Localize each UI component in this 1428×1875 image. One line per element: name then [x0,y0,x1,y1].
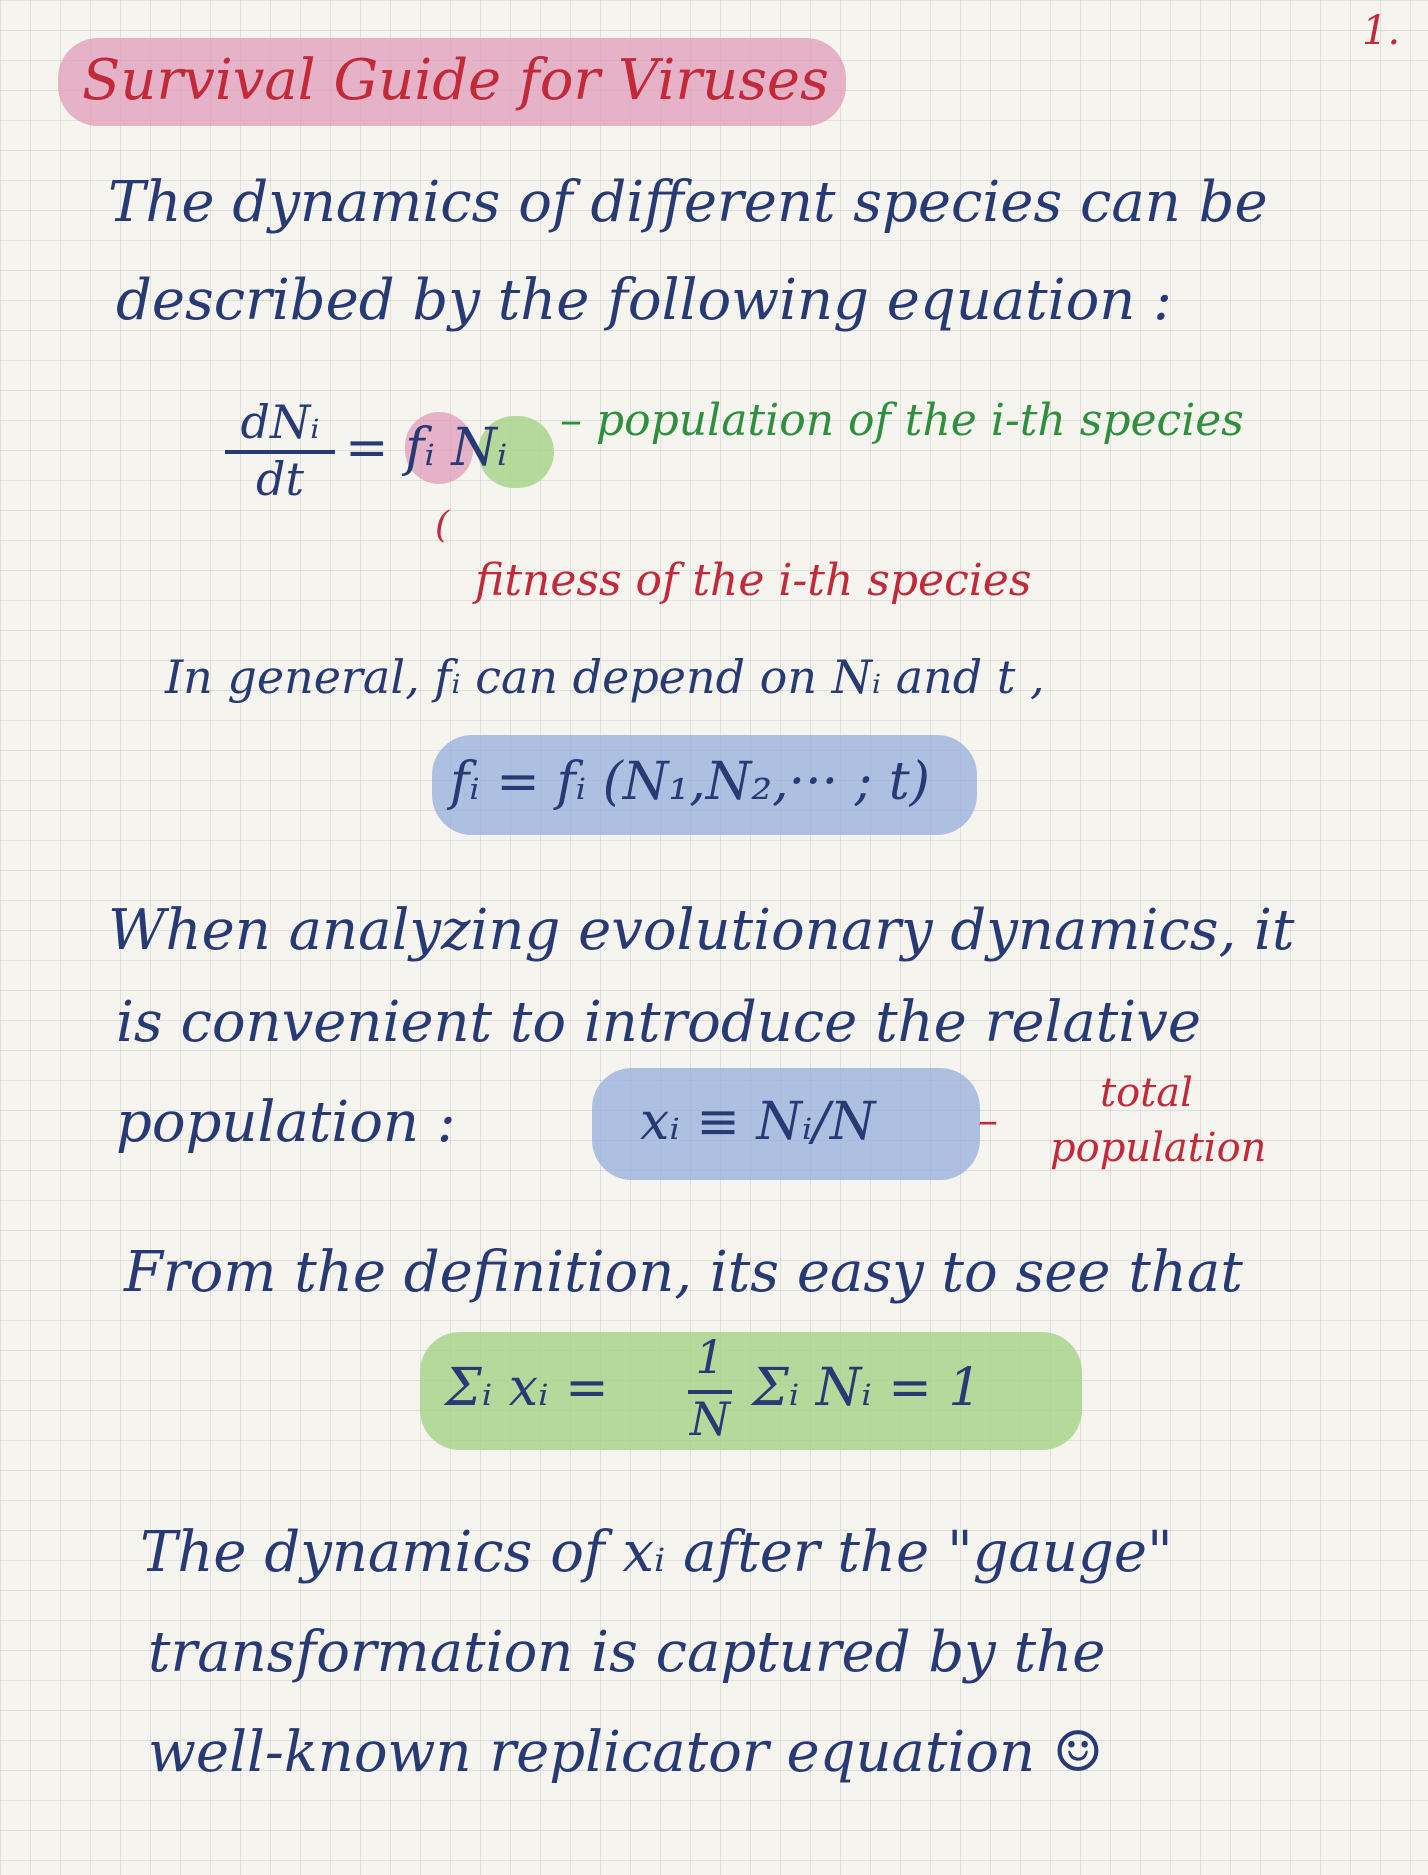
equation4-left: Σᵢ xᵢ = [445,1358,609,1418]
total-note-line1: total [1100,1070,1193,1116]
paragraph5-line2: transformation is captured by the [148,1620,1106,1685]
paragraph3-line3: population : [116,1090,456,1155]
eq1-denominator: dt [256,452,304,506]
paragraph5-line3: well-known replicator equation ☺ [148,1720,1104,1785]
fitness-note: fitness of the i-th species [475,555,1032,606]
paragraph5-line1: The dynamics of xᵢ after the "gauge" [140,1520,1173,1585]
total-pointer: – [978,1098,998,1144]
population-note: – population of the i-th species [560,395,1244,446]
equation2: fᵢ = fᵢ (N₁,N₂,··· ; t) [450,752,930,812]
eq1-numerator: dNᵢ [240,395,320,449]
total-note-line2: population [1050,1125,1267,1171]
paragraph1-line1: The dynamics of different species can be [108,170,1268,235]
equation4-frac-den: N [689,1392,731,1446]
equation3: xᵢ ≡ Nᵢ/N [640,1092,876,1152]
page-number: 1. [1362,8,1401,54]
paragraph3-line1: When analyzing evolutionary dynamics, it [108,898,1295,963]
paragraph3-line2: is convenient to introduce the relative [116,990,1201,1055]
paragraph1-line2: described by the following equation : [116,268,1173,333]
fitness-pointer: ( [435,505,450,546]
paragraph2: In general, fᵢ can depend on Nᵢ and t , [165,650,1045,704]
eq1-rhs: = fᵢ Nᵢ [345,418,508,478]
equation4-frac-num: 1 [695,1330,725,1384]
paragraph4: From the definition, its easy to see that [124,1240,1243,1305]
page-title: Survival Guide for Viruses [82,48,829,113]
equation4-right: Σᵢ Nᵢ = 1 [752,1358,982,1418]
